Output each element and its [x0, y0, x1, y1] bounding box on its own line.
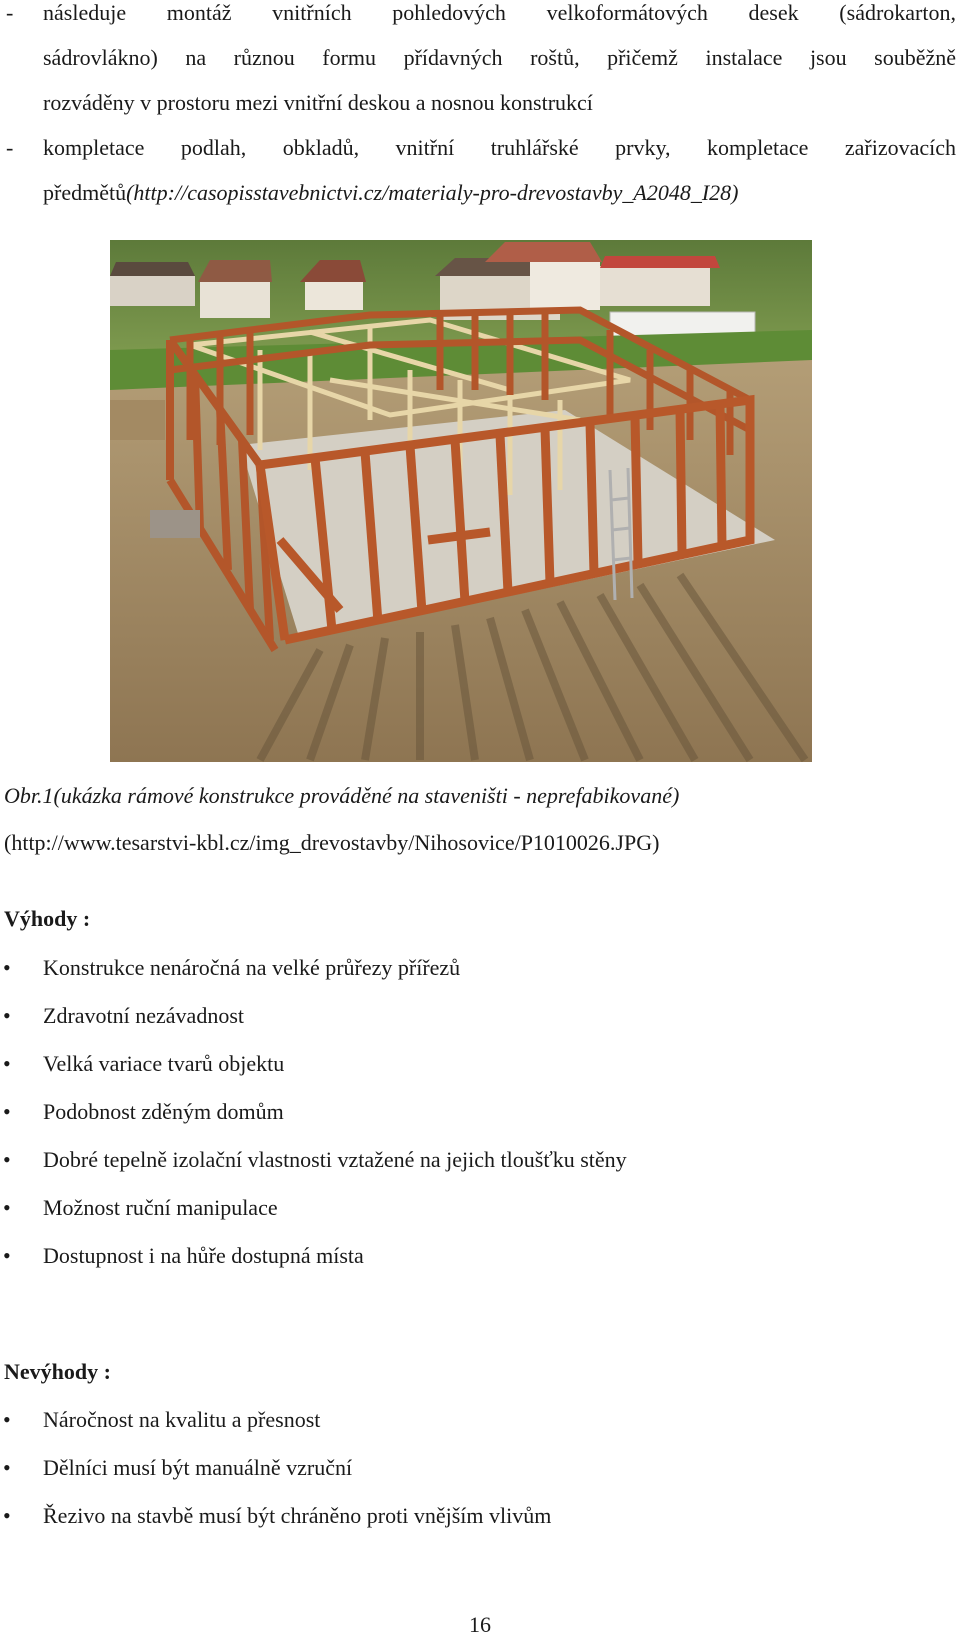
- figure-source-url: (http://www.tesarstvi-kbl.cz/img_drevostavby/Nihosovice/P1010026.JPG): [4, 830, 660, 855]
- bullet-icon: •: [3, 1147, 11, 1172]
- bullet-icon: •: [3, 1243, 11, 1268]
- bullet-icon: •: [3, 1195, 11, 1220]
- dash-marker: -: [6, 135, 14, 160]
- list-item: • Možnost ruční manipulace: [0, 1193, 960, 1241]
- list-item: • Zdravotní nezávadnost: [0, 1001, 960, 1049]
- bullet-icon: •: [3, 1099, 11, 1124]
- list-item: • Velká variace tvarů objektu: [0, 1049, 960, 1097]
- page-number: 16: [469, 1612, 491, 1637]
- text-line: kompletace podlah, obkladů, vnitřní truhlářské prvky, kompletace zařizovacích: [43, 135, 956, 160]
- advantages-list: [0, 953, 960, 1289]
- list-item: • Dobré tepelně izolační vlastnosti vztažené na jejich tloušťku stěny: [0, 1145, 960, 1193]
- text-line: následuje montáž vnitřních pohledových velkoformátových desek (sádrokarton,: [43, 0, 956, 25]
- text-line: sádrovlákno) na různou formu přídavných roštů, přičemž instalace jsou souběžně: [43, 45, 956, 70]
- figure-caption: Obr.1(ukázka rámové konstrukce prováděné na staveništi - neprefabikované): [4, 783, 680, 808]
- bullet-icon: •: [3, 955, 11, 980]
- bullet-icon: •: [3, 1051, 11, 1076]
- list-item: • Dostupnost i na hůře dostupná místa: [0, 1241, 960, 1289]
- text-segment: předmětů: [43, 180, 127, 205]
- list-item: • Podobnost zděným domům: [0, 1097, 960, 1145]
- bullet-icon: •: [3, 1503, 11, 1528]
- list-item: • Konstrukce nenáročná na velké průřezy přířezů: [0, 953, 960, 1001]
- list-item: • Řezivo na stavbě musí být chráněno proti vnějším vlivům: [0, 1501, 960, 1549]
- timber-frame-photo: [110, 240, 812, 762]
- source-citation: (http://casopisstavebnictvi.cz/materialy-pro-drevostavby_A2048_I28): [126, 180, 739, 205]
- dash-marker: -: [6, 0, 14, 25]
- disadvantages-list: [0, 1405, 960, 1549]
- bullet-icon: •: [3, 1407, 11, 1432]
- advantages-heading: Výhody :: [4, 906, 91, 931]
- list-item: • Náročnost na kvalitu a přesnost: [0, 1405, 960, 1453]
- text-line: rozváděny v prostoru mezi vnitřní deskou a nosnou konstrukcí: [43, 90, 593, 115]
- bullet-icon: •: [3, 1003, 11, 1028]
- bullet-icon: •: [3, 1455, 11, 1480]
- list-item: • Dělníci musí být manuálně vzruční: [0, 1453, 960, 1501]
- disadvantages-heading: Nevýhody :: [4, 1359, 111, 1384]
